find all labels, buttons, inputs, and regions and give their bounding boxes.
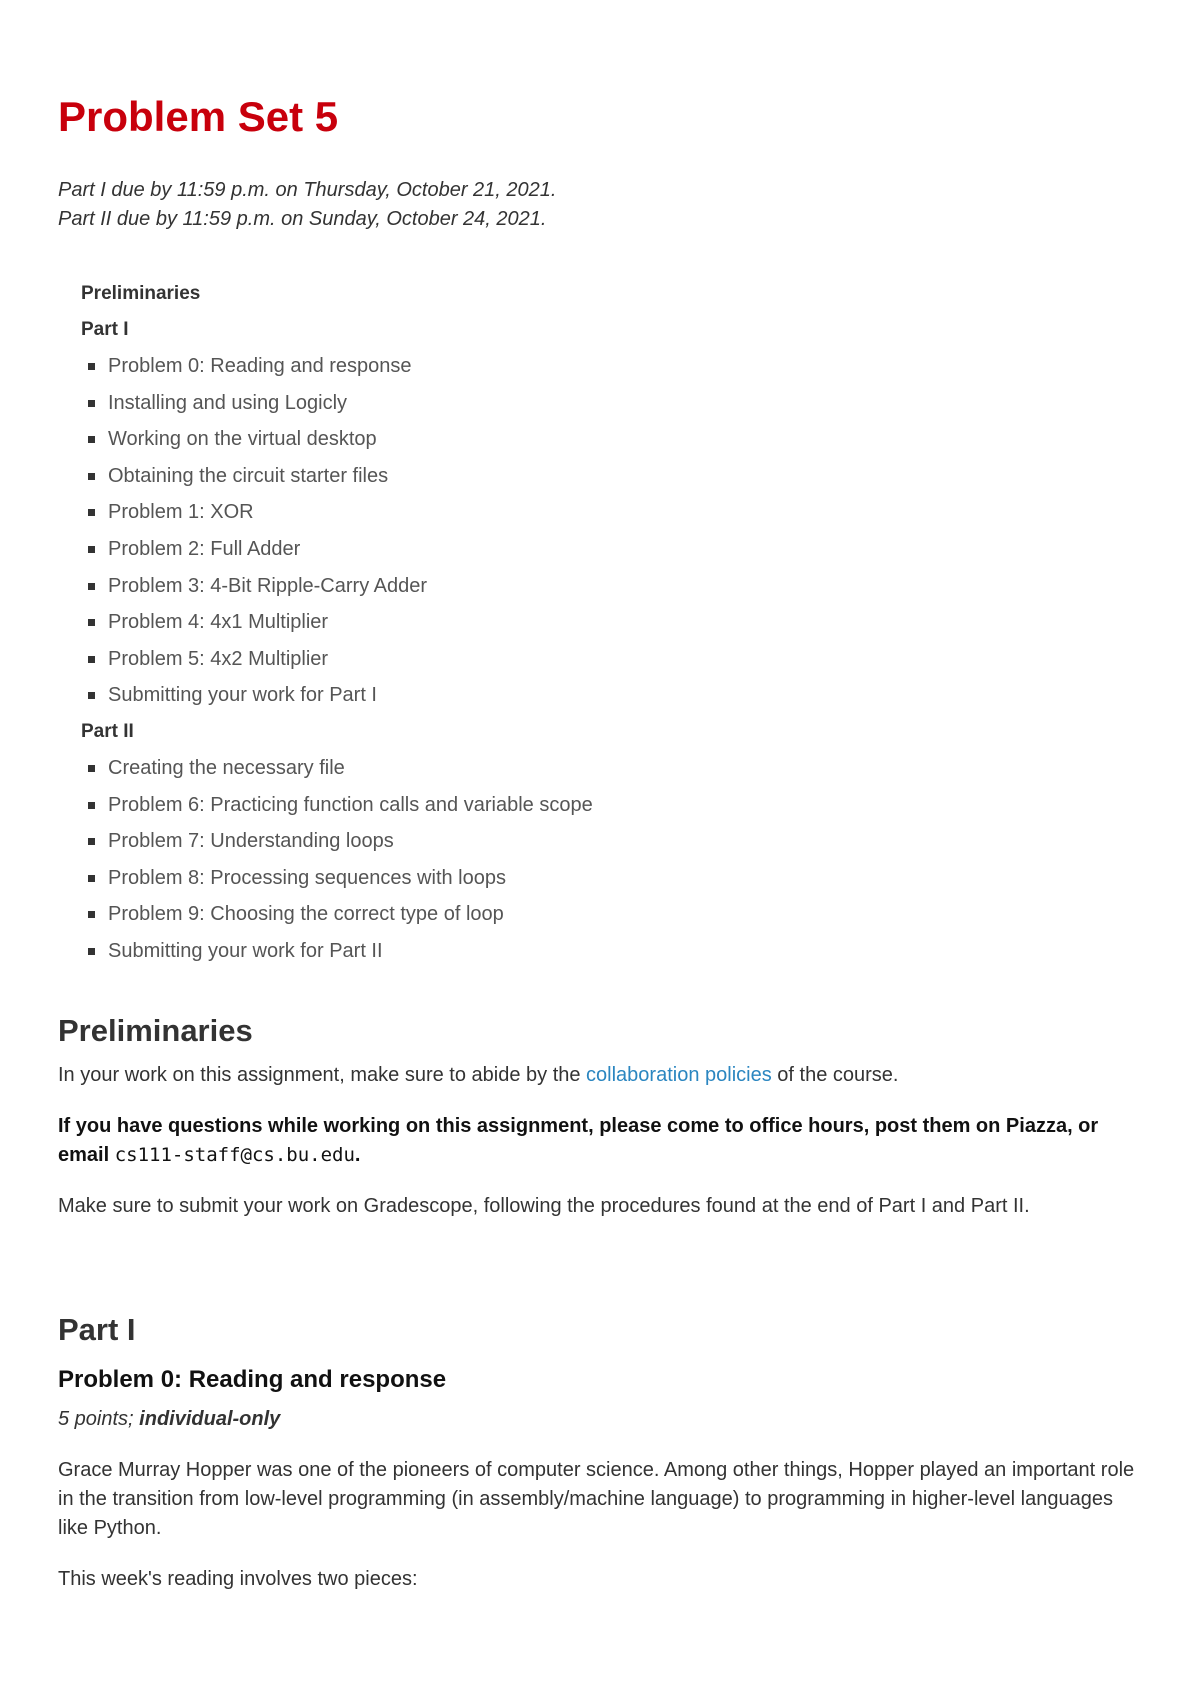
toc-item[interactable]: Working on the virtual desktop — [81, 421, 981, 458]
toc-item[interactable]: Problem 1: XOR — [81, 494, 981, 531]
submission-paragraph: Make sure to submit your work on Gradescope, following the procedures found at the end of Part I and Part II. — [58, 1195, 1030, 1217]
square-bullet-icon — [88, 473, 95, 480]
square-bullet-icon — [88, 400, 95, 407]
square-bullet-icon — [88, 765, 95, 772]
square-bullet-icon — [88, 436, 95, 443]
toc-item[interactable]: Problem 4: 4x1 Multiplier — [81, 604, 981, 641]
square-bullet-icon — [88, 692, 95, 699]
square-bullet-icon — [88, 911, 95, 918]
toc-item[interactable]: Problem 0: Reading and response — [81, 348, 981, 385]
toc-item[interactable]: Problem 5: 4x2 Multiplier — [81, 641, 981, 678]
problem0-reading-paragraph: This week's reading involves two pieces: — [58, 1568, 418, 1590]
square-bullet-icon — [88, 546, 95, 553]
square-bullet-icon — [88, 363, 95, 370]
table-of-contents — [81, 276, 981, 970]
toc-item[interactable]: Submitting your work for Part II — [81, 933, 981, 970]
problem0-points: 5 points; individual-only — [58, 1408, 281, 1430]
square-bullet-icon — [88, 875, 95, 882]
questions-paragraph: If you have questions while working on this assignment, please come to office hours, post them on Piazza, or email cs111-staff@cs.bu.edu. — [58, 1115, 1099, 1166]
toc-list-part2 — [81, 750, 981, 970]
toc-item[interactable]: Problem 7: Understanding loops — [81, 823, 981, 860]
toc-item[interactable]: Obtaining the circuit starter files — [81, 458, 981, 495]
problem0-intro-paragraph: Grace Murray Hopper was one of the pioneers of computer science. Among other things, Hopper played an important role in the transition from low-level programming (in assembly/machine language) to programming in higher-level languages like Python. — [58, 1459, 1135, 1539]
square-bullet-icon — [88, 802, 95, 809]
square-bullet-icon — [88, 619, 95, 626]
staff-email: cs111-staff@cs.bu.edu — [114, 1144, 355, 1166]
toc-link-part2[interactable]: Part II — [81, 720, 134, 742]
due-date-part1: Part I due by 11:59 p.m. on Thursday, October 21, 2021. — [58, 179, 557, 201]
toc-item[interactable]: Problem 2: Full Adder — [81, 531, 981, 568]
toc-item[interactable]: Problem 6: Practicing function calls and variable scope — [81, 787, 981, 824]
problem0-heading: Problem 0: Reading and response — [58, 1366, 447, 1393]
collaboration-policies-link[interactable]: collaboration policies — [586, 1064, 772, 1086]
toc-item[interactable]: Problem 3: 4-Bit Ripple-Carry Adder — [81, 568, 981, 605]
toc-list-part1 — [81, 348, 981, 714]
toc-item[interactable]: Creating the necessary file — [81, 750, 981, 787]
toc-item[interactable]: Submitting your work for Part I — [81, 677, 981, 714]
toc-item[interactable]: Problem 8: Processing sequences with loops — [81, 860, 981, 897]
due-date-part2: Part II due by 11:59 p.m. on Sunday, October 24, 2021. — [58, 208, 547, 230]
toc-item[interactable]: Problem 9: Choosing the correct type of loop — [81, 896, 981, 933]
square-bullet-icon — [88, 509, 95, 516]
toc-link-preliminaries[interactable]: Preliminaries — [81, 283, 201, 304]
due-dates — [58, 176, 556, 234]
square-bullet-icon — [88, 948, 95, 955]
toc-link-part1[interactable]: Part I — [81, 319, 129, 340]
section-heading-preliminaries: Preliminaries — [58, 1013, 253, 1048]
collaboration-paragraph: In your work on this assignment, make sure to abide by the collaboration policies of the course. — [58, 1064, 899, 1086]
toc-item[interactable]: Installing and using Logicly — [81, 385, 981, 422]
section-heading-part1: Part I — [58, 1312, 136, 1347]
square-bullet-icon — [88, 838, 95, 845]
square-bullet-icon — [88, 583, 95, 590]
page-title: Problem Set 5 — [58, 93, 339, 140]
square-bullet-icon — [88, 656, 95, 663]
